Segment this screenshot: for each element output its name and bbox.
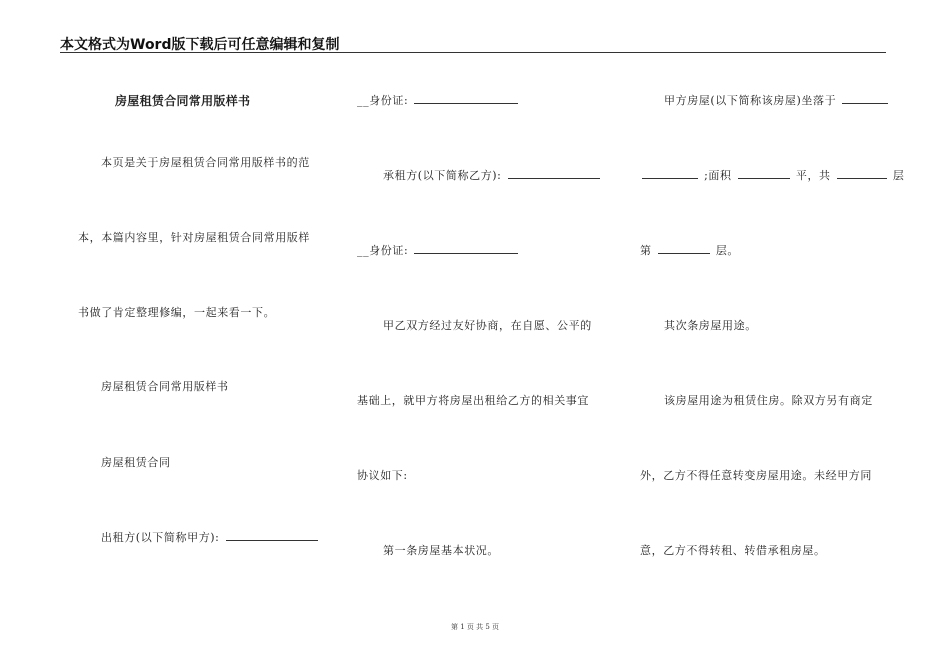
- paragraph-line: 外，乙方不得任意转变房屋用途。未经甲方同: [640, 469, 872, 482]
- document-title: 房屋租赁合同常用版样书: [115, 94, 251, 108]
- paragraph-line: 本页是关于房屋租赁合同常用版样书的范: [101, 156, 310, 169]
- paragraph-line: 协议如下:: [357, 469, 408, 482]
- location-label: 甲方房屋(以下简称该房屋)坐落于: [664, 94, 837, 107]
- location-line: [664, 92, 890, 108]
- area-line: [640, 167, 904, 183]
- lessor-line: [101, 529, 320, 545]
- id-blank: [414, 242, 518, 254]
- id-line-1: [357, 92, 520, 108]
- lessor-blank: [226, 529, 318, 541]
- floor-blank: [658, 242, 710, 254]
- page-header: [60, 34, 886, 53]
- floor-unit: 层: [892, 169, 905, 182]
- floors-blank: [837, 167, 887, 179]
- lessor-label: 出租方(以下简称甲方):: [101, 531, 220, 544]
- floors-label: 平，共: [795, 169, 831, 182]
- section-heading: 第一条房屋基本状况。: [383, 544, 499, 557]
- area-blank: [738, 167, 790, 179]
- floor-tail: 层。: [715, 244, 740, 257]
- floor-label: 第: [640, 244, 652, 257]
- id-line-2: [357, 242, 520, 258]
- id-label: __身份证:: [357, 94, 409, 107]
- paragraph-line: 本，本篇内容里，针对房屋租赁合同常用版样: [78, 231, 310, 244]
- id-blank: [414, 92, 518, 104]
- paragraph-line: 意，乙方不得转租、转借承租房屋。: [640, 544, 826, 557]
- paragraph-line: 甲乙双方经过友好协商，在自愿、公平的: [383, 319, 592, 332]
- lessee-line: [383, 167, 602, 183]
- lessee-blank: [508, 167, 600, 179]
- paragraph-line: 房屋租赁合同: [101, 456, 171, 469]
- area-label: ;面积: [704, 169, 732, 182]
- address-blank: [642, 167, 698, 179]
- floor-line: [640, 242, 739, 258]
- lessee-label: 承租方(以下简称乙方):: [383, 169, 502, 182]
- header-title: 本文格式为Word版下载后可任意编辑和复制: [60, 37, 340, 53]
- paragraph-line: 房屋租赁合同常用版样书: [101, 380, 229, 393]
- paragraph-line: 书做了肯定整理修编，一起来看一下。: [78, 306, 276, 319]
- paragraph-line: 基础上，就甲方将房屋出租给乙方的相关事宜: [357, 394, 589, 407]
- section-heading: 其次条房屋用途。: [664, 319, 757, 332]
- paragraph-line: 该房屋用途为租赁住房。除双方另有商定: [664, 394, 873, 407]
- location-blank: [842, 92, 888, 104]
- id-label: __身份证:: [357, 244, 409, 257]
- page-footer: 第 1 页 共 5 页: [450, 623, 500, 631]
